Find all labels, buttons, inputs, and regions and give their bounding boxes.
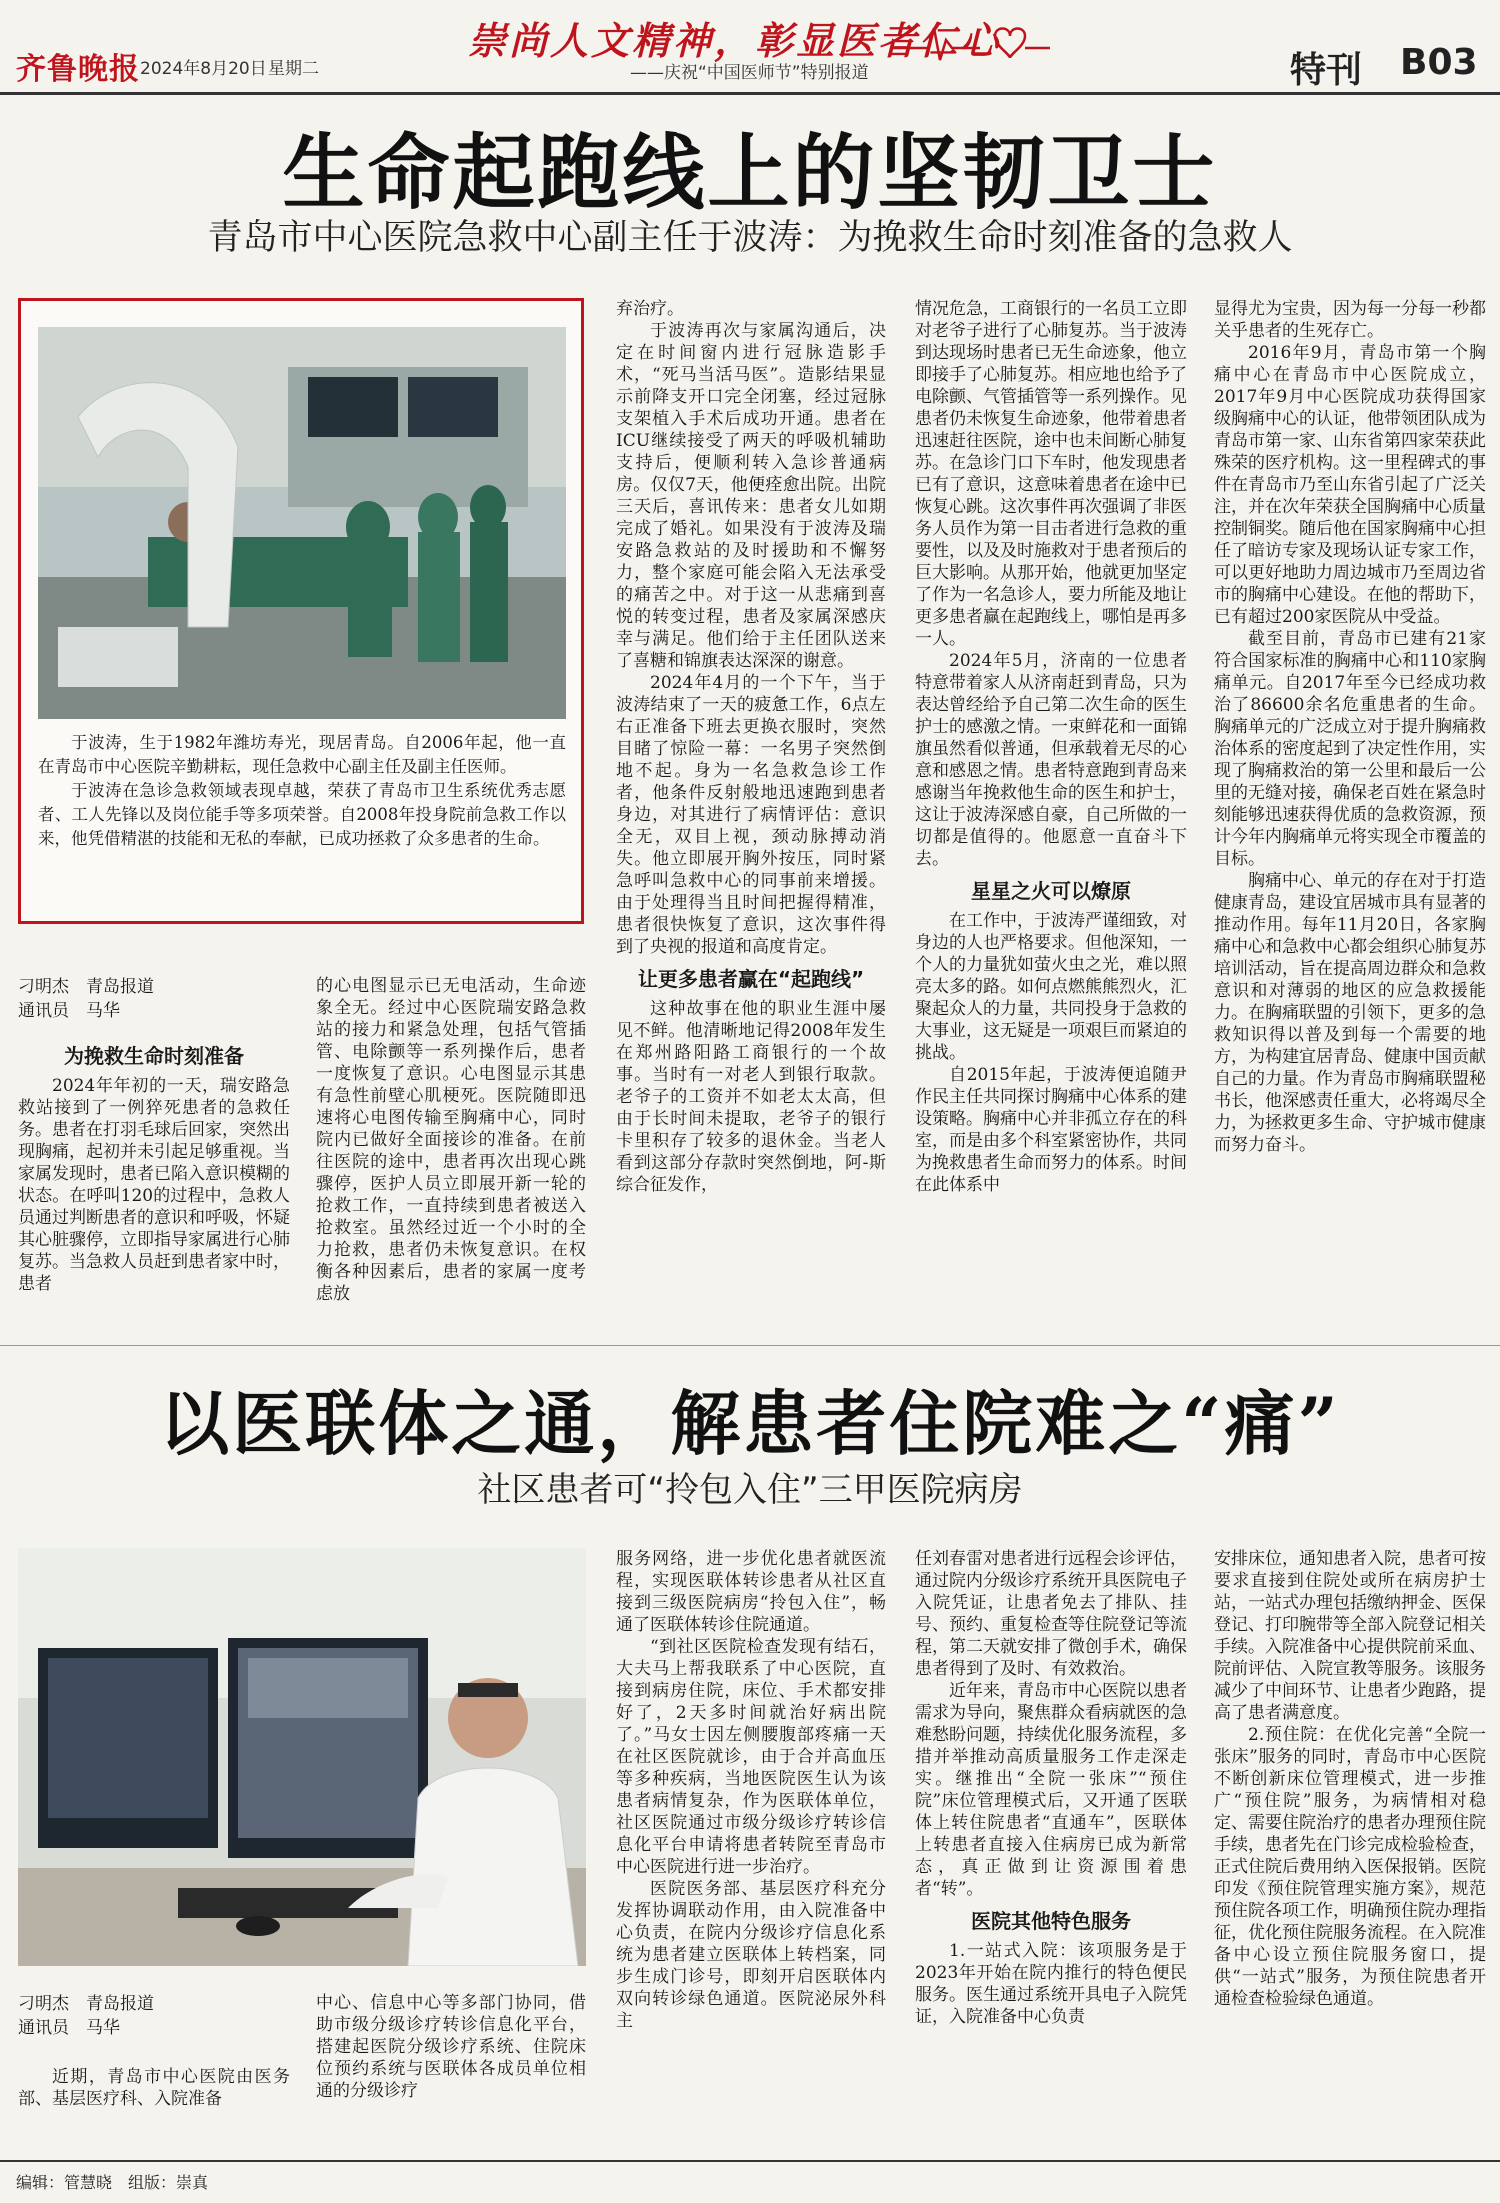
article1-byline <box>18 975 288 1023</box>
special-report-slogan: 崇尚人文精神，彰显医者仁心 <box>468 18 1002 63</box>
body-paragraph: 这种故事在他的职业生涯中屡见不鲜。他清晰地记得2008年发生在郑州路阳路工商银行的一个故事。当时有一对老人到银行取款。老爷子的工资并不如老太太高，但由于长时间未提取，老爷子的银行卡里积存了较多的退休金。当老人看到这部分存款时突然倒地，阿-斯综合征发作， <box>616 999 886 1195</box>
operating-room-photo <box>38 327 566 719</box>
special-report-subtitle: ——庆祝“中国医师节”特别报道 <box>630 63 869 83</box>
body-paragraph: 安排床位，通知患者入院，患者可按要求直接到住院处或所在病房护士站，一站式办理包括缴纳押金、医保登记、打印腕带等全部入院登记相关手续。入院准备中心提供院前采血、院前评估、入院宣教等服务。该服务减少了中间环节、让患者少跑路，提高了患者满意度。 <box>1214 1549 1486 1723</box>
body-paragraph: 任刘春雷对患者进行远程会诊评估，通过院内分级诊疗系统开具医院电子入院凭证，让患者免去了排队、挂号、预约、重复检查等住院登记等流程，第二天就安排了微创手术，确保患者得到了及时、有效救治。 <box>915 1549 1187 1679</box>
paper-date: 2024年8月20日 <box>140 59 267 79</box>
byline-reporter: 刁明杰 青岛报道 <box>18 977 154 997</box>
article1-column-1 <box>18 1035 290 1335</box>
article2-photo <box>18 1548 586 1966</box>
article2-column-2 <box>316 1992 586 2146</box>
byline-correspondent: 通讯员 马华 <box>18 1001 120 1021</box>
article1-caption <box>38 731 566 851</box>
article1-column-3 <box>616 298 886 1335</box>
body-paragraph: 近年来，青岛市中心医院以患者需求为导向，聚焦群众看病就医的急难愁盼问题，持续优化服务流程，多措并举推动高质量服务工作走深走实。继推出“全院一张床”“预住院”床位管理模式后，又开通了医联体上转住院患者“直通车”，医联体上转患者直接入住病房已成为新常态，真正做到让资源围着患者“转”。 <box>915 1681 1187 1899</box>
body-paragraph: 2024年年初的一天，瑞安路急救站接到了一例猝死患者的急救任务。患者在打羽毛球后回家，突然出现胸痛，起初并未引起足够重视。当家属发现时，患者已陷入意识模糊的状态。在呼叫120的过程中，急救人员通过判断患者的意识和呼吸，怀疑其心脏骤停，立即指导家属进行心肺复苏。当急救人员赶到患者家中时，患者 <box>18 1076 290 1294</box>
article2-column-5 <box>1214 1548 1486 2146</box>
body-paragraph: 弃治疗。 <box>616 299 684 319</box>
article2-byline <box>18 1992 288 2040</box>
footer-rule <box>0 2160 1500 2162</box>
body-paragraph: “到社区医院检查发现有结石，大夫马上帮我联系了中心医院，直接到病房住院，床位、手术都安排好了，2天多时间就治好病出院了。”马女士因左侧腰腹部疼痛一天在社区医院就诊，由于合并高血压等多种疾病，当地医院医生认为该患者病情复杂，作为医联体单位，社区医院通过市级分级诊疗转诊信息化平台申请将患者转院至青岛市中心医院进行进一步治疗。 <box>616 1637 886 1877</box>
article1-subhead: 青岛市中心医院急救中心副主任于波涛：为挽救生命时刻准备的急救人 <box>207 218 1293 258</box>
body-paragraph: 截至目前，青岛市已建有21家符合国家标准的胸痛中心和110家胸痛单元。自2017年至今已经成功救治了86600余名危重患者的生命。胸痛单元的广泛成立对于提升胸痛救治体系的密度起到了决定性作用，实现了胸痛救治的第一公里和最后一公里的无缝对接，确保老百姓在紧急时刻能够迅速获得优质的急救资源，预计今年内胸痛单元将实现全市覆盖的目标。 <box>1214 629 1486 869</box>
article2-column-4 <box>915 1548 1187 2146</box>
paper-weekday: 星期二 <box>268 59 319 79</box>
article1-column-4 <box>915 298 1187 1335</box>
body-paragraph: 2016年9月，青岛市第一个胸痛中心在青岛市中心医院成立，2017年9月中心医院成功获得国家级胸痛中心的认证，他带领团队成为青岛市第一家、山东省第四家荣获此殊荣的医疗机构。这一里程碑式的事件在青岛市乃至山东省引起了广泛关注，并在次年荣获全国胸痛中心质量控制铜奖。随后他在国家胸痛中心担任了暗访专家及现场认证专家工作，可以更好地助力周边城市乃至周边省市的胸痛中心建设。在他的帮助下，已有超过200家医院从中受益。 <box>1214 343 1486 627</box>
section-heading: 为挽救生命时刻准备 <box>64 1044 244 1068</box>
page-number: B03 <box>1400 42 1478 83</box>
body-paragraph: 在工作中，于波涛严谨细致，对身边的人也严格要求。但他深知，一个人的力量犹如萤火虫之光，难以照亮太多的路。如何点燃熊熊烈火，汇聚起众人的力量，共同投身于急救的大事业，这无疑是一项艰巨而紧迫的挑战。 <box>915 911 1187 1063</box>
masthead <box>0 0 1500 91</box>
article1-headline: 生命起跑线上的坚韧卫士 <box>282 125 1218 221</box>
body-paragraph: 胸痛中心、单元的存在对于打造健康青岛，建设宜居城市具有显著的推动作用。每年11月20日，各家胸痛中心和急救中心都会组织心肺复苏培训活动，旨在提高周边群众和急救意识和对薄弱的地区的应急救援能力。在胸痛联盟的引领下，更多的急救知识得以普及到每一个需要的地方，为构建宜居青岛、健康中国贡献自己的力量。作为青岛市胸痛联盟秘书长，他深感责任重大，必将竭尽全力，为拯救更多生命、守护城市健康而努力奋斗。 <box>1214 871 1486 1155</box>
byline-correspondent: 通讯员 马华 <box>18 2018 120 2038</box>
body-paragraph: 1.一站式入院：该项服务是于2023年开始在院内推行的特色便民服务。医生通过系统开具电子入院凭证，入院准备中心负责 <box>915 1941 1187 2027</box>
masthead-rule <box>0 92 1500 95</box>
body-paragraph: 中心、信息中心等多部门协同，借助市级分级诊疗转诊信息化平台，搭建起医院分级诊疗系统、住院床位预约系统与医联体各成员单位相通的分级诊疗 <box>316 1993 586 2101</box>
body-paragraph: 自2015年起，于波涛便追随尹作民主任共同探讨胸痛中心体系的建设策略。胸痛中心并非孤立存在的科室，而是由多个科室紧密协作，共同为挽救患者生命而努力的体系。时间在此体系中 <box>915 1065 1187 1195</box>
article2-subhead: 社区患者可“拎包入住”三甲医院病房 <box>477 1470 1023 1510</box>
body-paragraph: 显得尤为宝贵，因为每一分每一秒都关乎患者的生死存亡。 <box>1214 299 1486 341</box>
paper-name: 齐鲁晚报 <box>16 52 140 87</box>
body-paragraph: 2024年4月的一个下午，当于波涛结束了一天的疲惫工作，6点左右正准备下班去更换衣服时，突然目睹了惊险一幕：一名男子突然倒地不起。身为一名急救急诊工作者，他条件反射般地迅速跑到患者身边，对其进行了病情评估：意识全无，双目上视，颈动脉搏动消失。他立即展开胸外按压，同时紧急呼叫急救中心的同事前来增援。由于处理得当且时间把握得精准，患者很快恢复了意识，这次事件得到了央视的报道和高度肯定。 <box>616 673 886 957</box>
body-paragraph: 的心电图显示已无电活动，生命迹象全无。经过中心医院瑞安路急救站的接力和紧急处理，包括气管插管、电除颤等一系列操作后，患者一度恢复了意识。心电图显示其患有急性前壁心肌梗死。医院随即迅速将心电图传输至胸痛中心，同时院内已做好全面接诊的准备。在前往医院的途中，患者再次出现心跳骤停，医护人员立即展开新一轮的抢救工作，一直持续到患者被送入抢救室。虽然经过近一个小时的全力抢救，患者仍未恢复意识。在权衡各种因素后，患者的家属一度考虑放 <box>316 976 586 1304</box>
article2-headline: 以医联体之通，解患者住院难之“痛” <box>159 1382 1341 1465</box>
article1-column-5 <box>1214 298 1486 1335</box>
section-heading: 医院其他特色服务 <box>971 1909 1131 1933</box>
body-paragraph: 2.预住院：在优化完善“全院一张床”服务的同时，青岛市中心医院不断创新床位管理模式，进一步推广“预住院”服务，为病情相对稳定、需要住院治疗的患者办理预住院手续，患者先在门诊完成检验检查，正式住院后费用纳入医保报销。医院印发《预住院管理实施方案》，规范预住院各项工作，明确预住院办理指征，优化预住院服务流程。在入院准备中心设立预住院服务窗口，提供“一站式”服务，为预住院患者开通检查检验绿色通道。 <box>1214 1725 1486 2009</box>
caption-paragraph: 于波涛在急诊急救领域表现卓越，荣获了青岛市卫生系统优秀志愿者、工人先锋以及岗位能手等多项荣誉。自2008年投身院前急救工作以来，他凭借精湛的技能和无私的奉献，已成功拯救了众多患者的生命。 <box>38 781 566 848</box>
ecg-heart-icon <box>890 18 1050 64</box>
article1-photo <box>38 327 566 719</box>
body-paragraph: 服务网络，进一步优化患者就医流程，实现医联体转诊患者从社区直接到三级医院病房“拎包入住”，畅通了医联体转诊住院通道。 <box>616 1549 886 1635</box>
body-paragraph: 2024年5月，济南的一位患者特意带着家人从济南赶到青岛，只为表达曾经给予自己第二次生命的医生护士的感激之情。一束鲜花和一面锦旗虽然看似普通，但承载着无尽的心意和感恩之情。患者特意跑到青岛来感谢当年挽救他生命的医生和护士，这让于波涛深感自豪，自己所做的一切都是值得的。他愿意一直奋斗下去。 <box>915 651 1187 869</box>
byline-reporter: 刁明杰 青岛报道 <box>18 1994 154 2014</box>
body-paragraph: 情况危急，工商银行的一名员工立即对老爷子进行了心肺复苏。当于波涛到达现场时患者已无生命迹象，他立即接手了心肺复苏。相应地也给予了电除颤、气管插管等一系列操作。见患者仍未恢复生命迹象，他带着患者迅速赶往医院，途中也未间断心肺复苏。在急诊门口下车时，他发现患者已有了意识，这意味着患者在途中已恢复心跳。这次事件再次强调了非医务人员作为第一目击者进行急救的重要性，以及及时施救对于患者预后的巨大影响。从那开始，他就更加坚定了作为一名急诊人，要力所能及地让更多患者赢在起跑线上，哪怕是再多一人。 <box>915 299 1187 649</box>
doctor-at-computer-photo <box>18 1548 586 1966</box>
article-divider <box>0 1345 1500 1346</box>
article1-photo-box <box>18 298 584 924</box>
article2-column-1 <box>18 2066 290 2146</box>
article1-column-2 <box>316 975 586 1335</box>
editor-credit: 编辑：管慧晓 组版：崇真 <box>16 2173 209 2192</box>
article2-column-3 <box>616 1548 886 2146</box>
section-heading: 星星之火可以燎原 <box>971 879 1131 903</box>
caption-paragraph: 于波涛，生于1982年潍坊寿光，现居青岛。自2006年起，他一直在青岛市中心医院辛勤耕耘，现任急救中心副主任及副主任医师。 <box>38 733 566 776</box>
section-label: 特刊 <box>1290 49 1363 91</box>
body-paragraph: 近期，青岛市中心医院由医务部、基层医疗科、入院准备 <box>18 2067 290 2109</box>
body-paragraph: 医院医务部、基层医疗科充分发挥协调联动作用，由入院准备中心负责，在院内分级诊疗信息化系统为患者建立医联体上转档案，同步生成门诊号，即刻开启医联体内双向转诊绿色通道。医院泌尿外科主 <box>616 1879 886 2031</box>
body-paragraph: 于波涛再次与家属沟通后，决定在时间窗内进行冠脉造影手术，“死马当活马医”。造影结果显示前降支开口完全闭塞，经过冠脉支架植入手术后成功开通。患者在ICU继续接受了两天的呼吸机辅助支持后，便顺利转入急诊普通病房。仅仅7天，他便痊愈出院。出院三天后，喜讯传来：患者女儿如期完成了婚礼。如果没有于波涛及瑞安路急救站的及时援助和不懈努力，整个家庭可能会陷入无法承受的痛苦之中。对于这一从悲痛到喜悦的转变过程，患者及家属深感庆幸与满足。他们给于主任团队送来了喜糖和锦旗表达深深的谢意。 <box>616 321 886 671</box>
section-heading: 让更多患者赢在“起跑线” <box>637 967 865 991</box>
